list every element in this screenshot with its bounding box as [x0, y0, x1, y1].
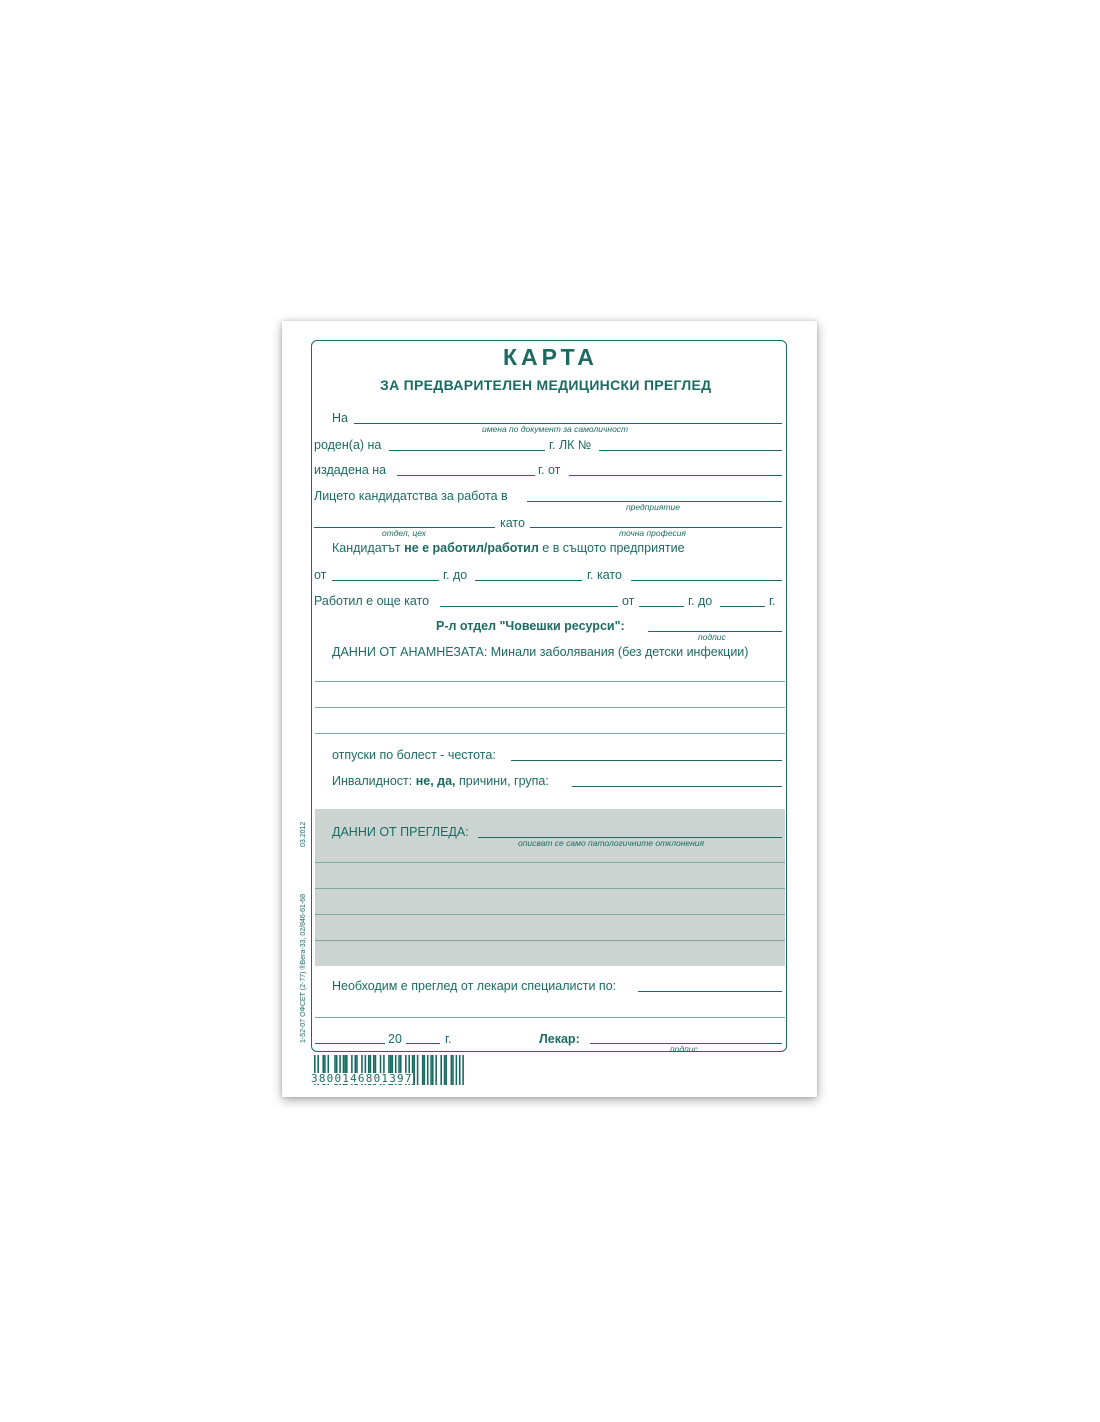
field-to2-line[interactable]	[720, 606, 765, 607]
barcode-bar	[430, 1055, 432, 1085]
field-issued-by-line[interactable]	[569, 475, 782, 476]
field-lk-number-line[interactable]	[599, 450, 782, 451]
field-specialists-line[interactable]	[638, 991, 782, 992]
barcode-bar	[413, 1055, 415, 1085]
hint-profession: точна професия	[619, 528, 686, 538]
field-date-line[interactable]	[315, 1043, 385, 1044]
side-print-date: 03.2012	[300, 821, 307, 847]
field-born-date-line[interactable]	[389, 450, 545, 451]
barcode-bar	[451, 1055, 453, 1085]
label-kato: като	[500, 516, 525, 530]
anamnesis-line-3[interactable]	[315, 733, 785, 734]
field-from-line[interactable]	[332, 580, 439, 581]
field-year-line[interactable]	[406, 1043, 440, 1044]
form-subtitle: ЗА ПРЕДВАРИТЕЛЕН МЕДИЦИНСКИ ПРЕГЛЕД	[380, 377, 712, 393]
label-candidate-for: Лицето кандидатства за работа в	[314, 489, 508, 503]
label-year-20: 20	[388, 1032, 402, 1046]
barcode-bar	[456, 1055, 458, 1085]
hint-signature: подпис	[698, 632, 726, 642]
exam-line-4[interactable]	[315, 940, 785, 941]
exam-line-3[interactable]	[315, 914, 785, 915]
disability-statement	[332, 775, 549, 788]
form-sheet	[282, 321, 817, 1097]
candidate-suffix: е в същото предприятие	[542, 541, 685, 555]
label-hr-head: Р-л отдел "Човешки ресурси":	[436, 619, 625, 633]
exam-line-2[interactable]	[315, 888, 785, 889]
label-year-from: г. от	[538, 463, 561, 477]
label-ot: от	[314, 568, 327, 582]
hint-enterprise: предприятие	[626, 502, 680, 512]
specialists-line-2[interactable]	[315, 1017, 785, 1018]
barcode-bar	[424, 1055, 426, 1085]
label-na: На	[332, 411, 348, 425]
label-ot2: от	[622, 594, 635, 608]
label-sick-leave: отпуски по болест - честота:	[332, 748, 496, 762]
barcode-bar	[422, 1055, 424, 1085]
anamnesis-line-1[interactable]	[315, 681, 785, 682]
barcode-bar	[417, 1055, 419, 1085]
label-year-g2: г.	[445, 1032, 452, 1046]
barcode-bar	[459, 1055, 461, 1085]
barcode-bar	[427, 1055, 429, 1085]
anamnesis-line-2[interactable]	[315, 707, 785, 708]
barcode-bar	[445, 1055, 447, 1085]
barcode-bar	[435, 1055, 437, 1085]
hint-names: имена по документ за самоличност	[482, 424, 629, 434]
label-year-do: г. до	[443, 568, 468, 582]
label-year-lk: г. ЛК №	[549, 438, 592, 452]
field-to-line[interactable]	[475, 580, 582, 581]
hint-department: отдел, цех	[382, 528, 426, 538]
label-exam-data: ДАННИ ОТ ПРЕГЛЕДА:	[332, 825, 469, 839]
candidate-worked-option[interactable]: не е работил/работил	[404, 541, 539, 555]
label-worked-also: Работил е още като	[314, 594, 430, 608]
barcode-bar	[444, 1055, 446, 1085]
label-born-on: роден(а) на	[314, 438, 382, 452]
hint-signature-doctor: подпис	[670, 1044, 698, 1054]
disability-suffix: причини, група:	[459, 774, 549, 788]
candidate-prefix: Кандидатът	[332, 541, 401, 555]
label-doctor: Лекар:	[539, 1032, 580, 1046]
field-as-line[interactable]	[631, 580, 782, 581]
barcode-number: 3800146801397	[311, 1072, 413, 1085]
exam-line-1[interactable]	[315, 862, 785, 863]
field-disability-line[interactable]	[572, 786, 782, 787]
candidate-worked-statement	[332, 542, 685, 555]
label-year-do2: г. до	[688, 594, 713, 608]
field-sick-leave-line[interactable]	[511, 760, 782, 761]
form-title: КАРТА	[503, 344, 598, 370]
field-worked-also-line[interactable]	[440, 606, 618, 607]
label-year-g: г.	[769, 594, 776, 608]
hint-pathology: описват се само патологичните отклонения	[518, 838, 705, 848]
field-issued-date-line[interactable]	[397, 475, 535, 476]
label-anamnesis: ДАННИ ОТ АНАМНЕЗАТА: Минали заболявания (без детски инфекции)	[332, 645, 749, 659]
side-print-code: 1-52-07 ОФСЕТ (2-77) ®Вега-33, 02/846-61-68	[300, 893, 307, 1043]
label-year-kato: г. като	[587, 568, 622, 582]
disability-options[interactable]: не, да,	[415, 774, 456, 788]
disability-prefix: Инвалидност:	[332, 774, 413, 788]
barcode-bar	[432, 1055, 434, 1085]
field-from2-line[interactable]	[639, 606, 684, 607]
label-issued-on: издадена на	[314, 463, 387, 477]
barcode-bar	[452, 1055, 454, 1085]
label-specialists: Необходим е преглед от лекари специалисти по:	[332, 979, 617, 993]
barcode-bar	[440, 1055, 442, 1085]
barcode-bar	[462, 1055, 464, 1085]
